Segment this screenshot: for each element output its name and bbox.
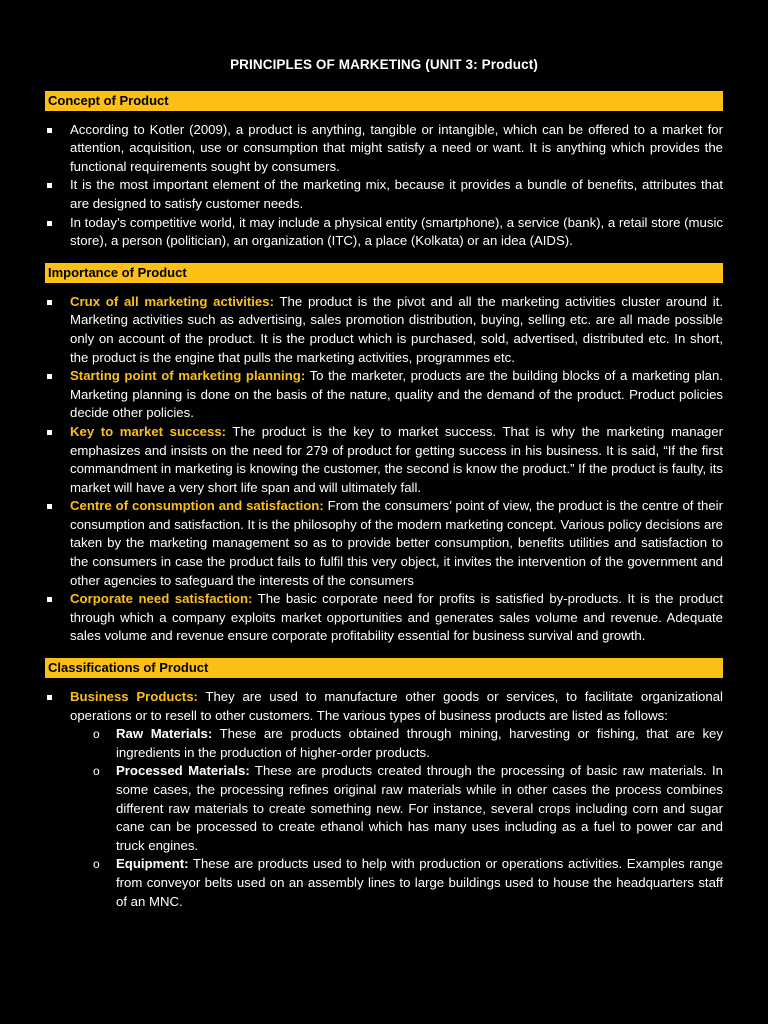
- item-text: The product is the key to market success. That is why the marketing manager emphasizes and insists on the need for 279 of product for getting success in his business. It is said, “If the first commandment in marketing is knowing the customer, the second is know the product.” If the product is faulty, its market will have a very short life span and will ultimately fall.: [70, 423, 723, 495]
- document-title: PRINCIPLES OF MARKETING (UNIT 3: Product): [230, 57, 538, 72]
- business-products-sublist: [70, 725, 723, 911]
- list-item: [45, 367, 723, 423]
- item-text: To the marketer, products are the building blocks of a marketing plan. Marketing planning is done on the basis of the nature, quality and the demand of the product. Product policies decide other policies.: [70, 368, 723, 421]
- item-term: Crux of all marketing activities:: [70, 293, 274, 309]
- importance-bullet-list: [45, 293, 723, 646]
- section-heading-classifications: Classifications of Product: [45, 658, 723, 678]
- sub-list-item: [70, 762, 723, 855]
- sub-item-term: Raw Materials:: [116, 726, 213, 742]
- sub-list-item: [70, 855, 723, 911]
- item-term: Key to market success:: [70, 423, 227, 439]
- item-term: Business Products:: [70, 689, 198, 705]
- document-page: [45, 56, 723, 923]
- item-term: Starting point of marketing planning:: [70, 368, 306, 384]
- item-term: Corporate need satisfaction:: [70, 591, 253, 607]
- item-text: They are used to manufacture other goods or services, to facilitate organizational operations or to resell to other customers. The various types of business products are listed as follows:: [70, 689, 723, 723]
- item-text: The product is the pivot and all the marketing activities cluster around it. Marketing activities such as advertising, sales promotion distribution, buying, selling etc. are all made possible only on account of the product. It is the product which is purchased, sold, advertised, distributed etc. In short, the product is the engine that pulls the marketing activities, programmes etc.: [70, 293, 723, 365]
- sub-item-text: These are products obtained through mining, harvesting or fishing, that are key ingredients in the production of higher-order products.: [116, 726, 723, 760]
- list-item: In today’s competitive world, it may include a physical entity (smartphone), a service (bank), a retail store (music store), a person (politician), an organization (ITC), a place (Kolkata) or an idea (AIDS).: [45, 214, 723, 251]
- classifications-bullet-list: [45, 688, 723, 911]
- sub-item-text: These are products created through the processing of basic raw materials. In some cases, the processing refines original raw materials while in other cases the process combines different raw materials to create something new. For instance, several crops including corn and sugar cane can be processed to create ethanol which has many uses including as a fuel to power car and truck engines.: [116, 763, 723, 853]
- list-item: [45, 423, 723, 497]
- item-text: From the consumers’ point of view, the product is the centre of their consumption and satisfaction. It is the philosophy of the modern marketing concept. Various policy decisions are taken by the marketing management so as to provide better consumption, benefits utilities and satisfaction to the consumers in case the product fails to fulfil this very object, it invites the intervention of the government and other agencies to safeguard the interests of the consumers: [70, 498, 723, 588]
- list-item: According to Kotler (2009), a product is anything, tangible or intangible, which can be offered to a market for attention, acquisition, use or consumption that might satisfy a need or want. It is anything which provides the functional requirements sought by consumers.: [45, 121, 723, 177]
- section-heading-importance: Importance of Product: [45, 263, 723, 283]
- item-text: The basic corporate need for profits is satisfied by-products. It is the product through which a company exploits market opportunities and generates sales volume and revenue. Adequate sales volume and revenue ensure corporate profitability essential for business survival and growth.: [70, 591, 723, 644]
- sub-item-term: Equipment:: [116, 856, 189, 872]
- item-term: Centre of consumption and satisfaction:: [70, 498, 324, 514]
- concept-bullet-list: [45, 121, 723, 251]
- list-item: [45, 497, 723, 590]
- list-item: [45, 688, 723, 911]
- list-item: [45, 590, 723, 646]
- list-item: It is the most important element of the marketing mix, because it provides a bundle of benefits, attributes that are designed to satisfy customer needs.: [45, 176, 723, 213]
- sub-list-item: [70, 725, 723, 762]
- section-heading-concept: Concept of Product: [45, 91, 723, 111]
- sub-item-term: Processed Materials:: [116, 763, 250, 779]
- list-item: [45, 293, 723, 367]
- sub-item-text: These are products used to help with production or operations activities. Examples range from conveyor belts used on an assembly lines to large buildings used to house the headquarters staff of an MNC.: [116, 856, 723, 909]
